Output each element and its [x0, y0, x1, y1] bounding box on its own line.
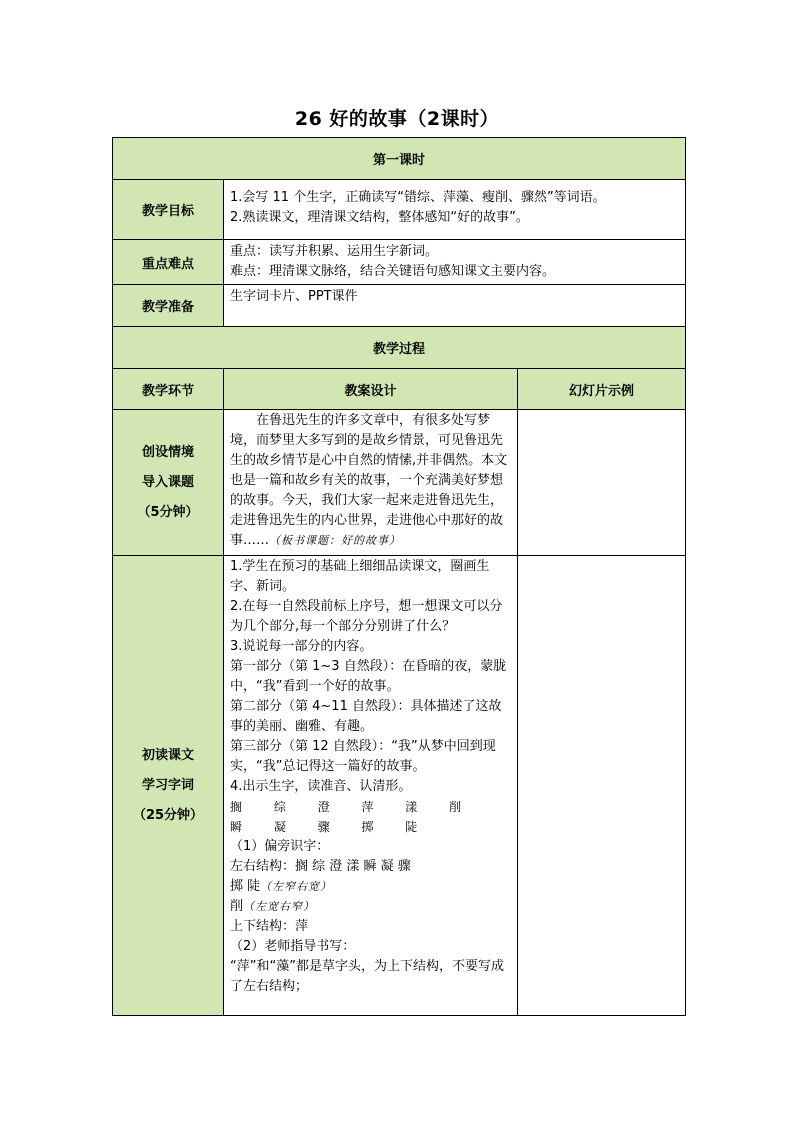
row-stage-reading: [113, 556, 686, 1016]
stage-label-line: 学习字词: [141, 777, 194, 793]
slide-cell-reading: [518, 556, 686, 1016]
reading-line: 上下结构：萍: [230, 919, 309, 934]
header-slides: 幻灯片示例: [518, 369, 686, 410]
header-design: 教案设计: [224, 369, 518, 410]
reading-line: 第二部分（第 4~11 自然段）：具体描述了这故事的美丽、幽雅、有趣。: [230, 699, 502, 734]
section-heading: 教学过程: [113, 327, 686, 369]
key-line: 难点：理清课文脉络，结合关键语句感知课文主要内容。: [230, 264, 556, 279]
blackboard-note: （板书课题：好的故事）: [269, 534, 402, 547]
structure-note: （左宽右窄）: [243, 900, 316, 913]
stage-intro-content: [224, 410, 518, 556]
stage-label-line: （5分钟）: [137, 504, 199, 520]
reading-line: （1）偏旁识字：: [230, 839, 330, 854]
prep-label: 教学准备: [113, 285, 224, 327]
header-stage: 教学环节: [113, 369, 224, 410]
lesson-plan-table: [112, 137, 686, 1016]
intro-text: 在鲁迅先生的许多文章中，有很多处写梦境，而梦里大多写到的是故乡情景，可见鲁迅先生的故乡情节是心中自然的情愫,并非偶然。本文也是一篇和故乡有关的故事，一个充满美好梦想的故事。今天，我们大家一起来走进鲁迅先生，走进鲁迅先生的内心世界，走进他心中那好的故事……: [230, 413, 508, 548]
goal-line: 1.会写 11 个生字，正确读写“错综、萍藻、瘦削、骤然”等词语。: [230, 190, 606, 205]
key-content: [224, 240, 686, 285]
reading-line: 3.说说每一部分的内容。: [230, 639, 373, 654]
slide-cell-intro: [518, 410, 686, 556]
new-characters: 搁 综 澄 萍 漾 削 瞬 凝 骤 掷 陡: [230, 800, 476, 834]
reading-line: 第三部分（第 12 自然段）：“我”从梦中回到现实，“我”总记得这一篇好的故事。: [230, 739, 496, 774]
stage-reading-content: [224, 556, 518, 1016]
char-xue: 削: [230, 899, 244, 914]
section-row-first-lesson: [113, 138, 686, 180]
stage-label-line: 创设情境: [141, 444, 194, 460]
section-heading: 第一课时: [113, 138, 686, 180]
column-header-row: [113, 369, 686, 410]
reading-line: 4.出示生字，读准音、认清形。: [230, 779, 412, 794]
reading-line: 1.学生在预习的基础上细细品读课文，圈画生字、新词。: [230, 559, 490, 594]
reading-line: [230, 877, 511, 897]
intro-paragraph: [230, 411, 511, 551]
key-line: 重点：读写并积累、运用生字新词。: [230, 244, 439, 259]
stage-label-line: 导入课题: [141, 474, 194, 490]
row-key-points: [113, 240, 686, 285]
stage-reading-label: [113, 556, 224, 1016]
structure-note: （左窄右宽）: [260, 880, 333, 893]
section-row-process: [113, 327, 686, 369]
goals-content: [224, 180, 686, 240]
page-title: 26 好的故事（2课时）: [294, 108, 500, 130]
row-goals: [113, 180, 686, 240]
key-label: 重点难点: [113, 240, 224, 285]
row-preparation: [113, 285, 686, 327]
goal-line: 2.熟读课文，理清课文结构，整体感知“好的故事”。: [230, 210, 529, 225]
row-stage-intro: [113, 410, 686, 556]
stage-label-line: （25分钟）: [132, 807, 204, 823]
goals-label: 教学目标: [113, 180, 224, 240]
chars-left-narrow: 掷 陡: [230, 879, 261, 894]
reading-line: “萍”和“藻”都是草字头，为上下结构，不要写成了左右结构；: [230, 959, 504, 994]
reading-line: （2）老师指导书写：: [230, 939, 356, 954]
reading-line: [230, 897, 511, 917]
reading-line: 第一部分（第 1~3 自然段）：在昏暗的夜，蒙胧中，“我”看到一个好的故事。: [230, 659, 507, 694]
prep-content: 生字词卡片、PPT课件: [224, 285, 686, 327]
stage-intro-label: [113, 410, 224, 556]
reading-line: 左右结构：搁 综 澄 漾 瞬 凝 骤: [230, 859, 411, 874]
stage-label-line: 初读课文: [141, 747, 194, 763]
reading-line: 2.在每一自然段前标上序号，想一想课文可以分为几个部分,每一个部分分别讲了什么？: [230, 599, 503, 634]
